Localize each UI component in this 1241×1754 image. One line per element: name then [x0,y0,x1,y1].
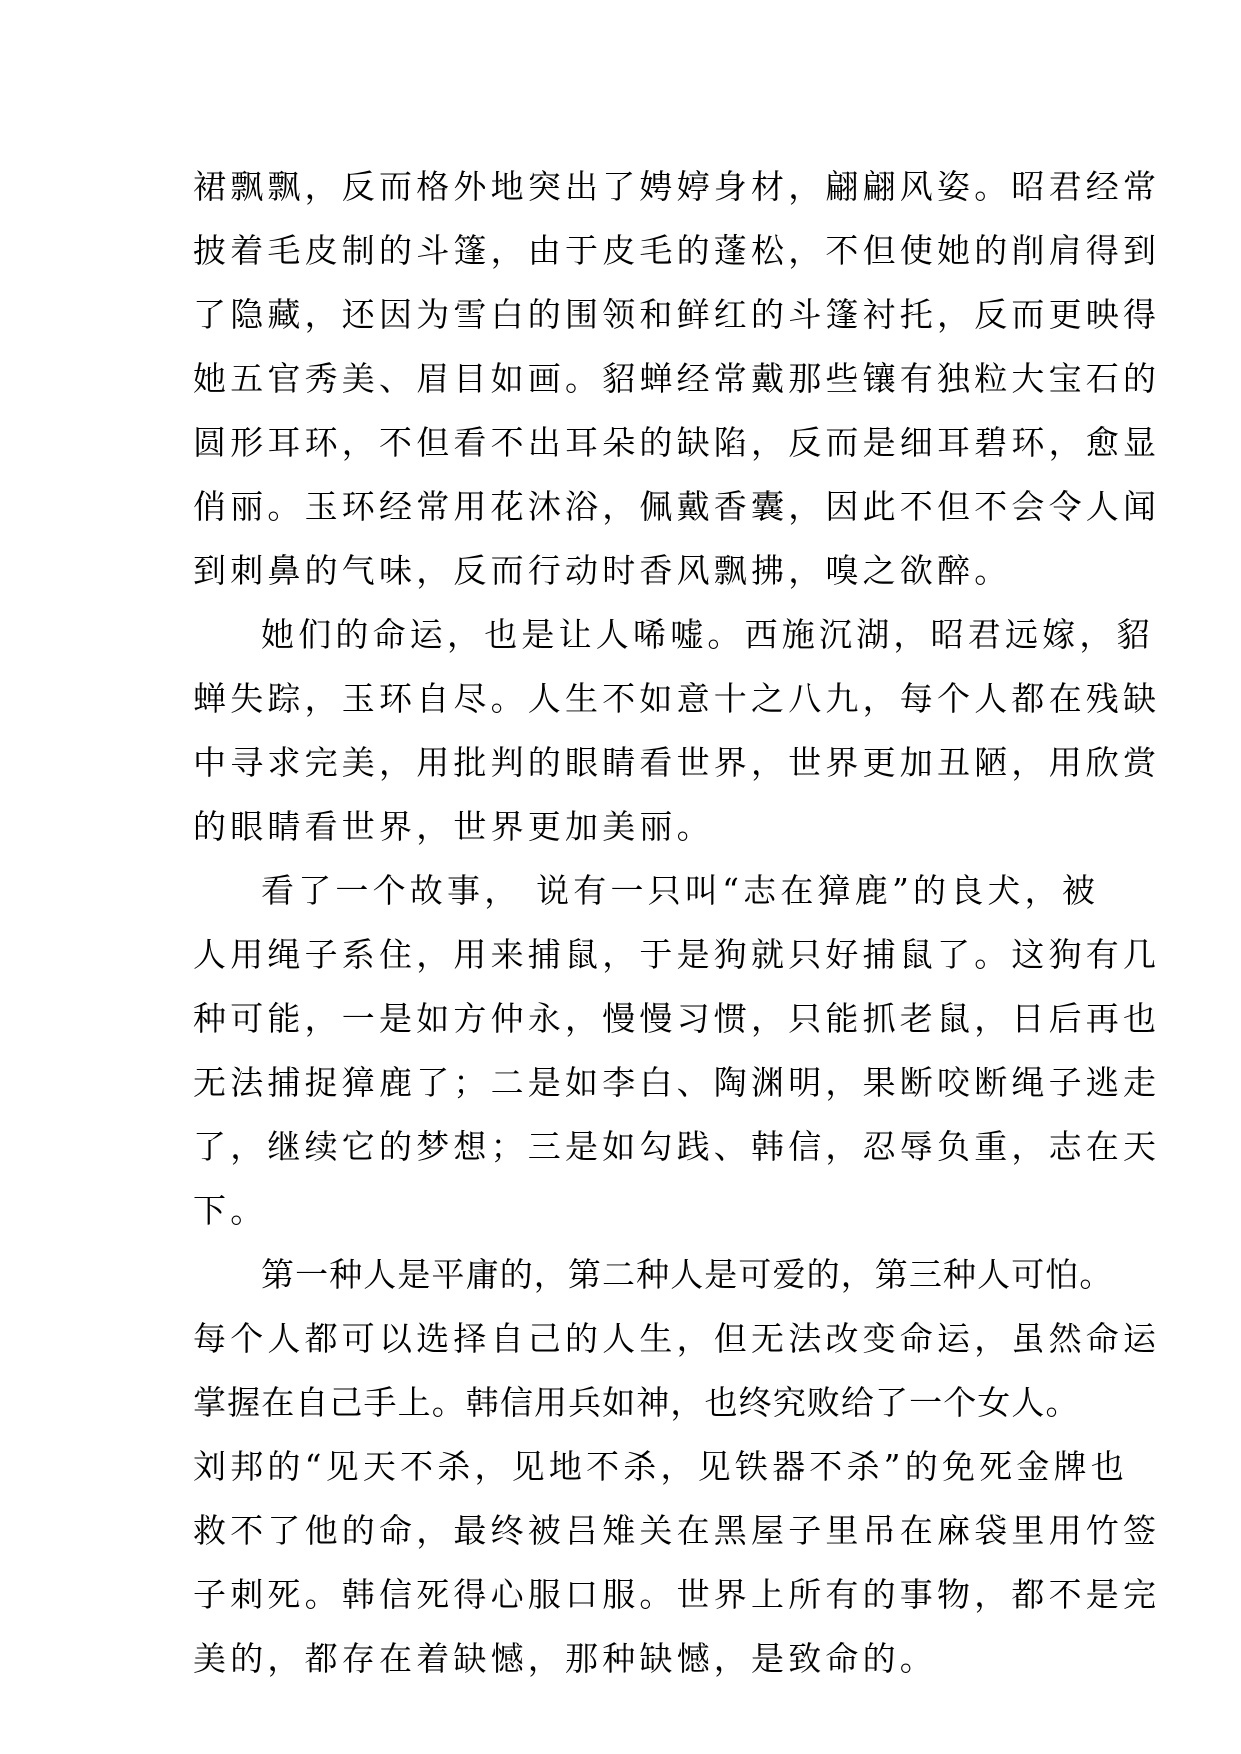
text-line: 了隐藏，还因为雪白的围领和鲜红的斗篷衬托，反而更映得 [193,295,1161,334]
text-line: 了，继续它的梦想；三是如勾践、韩信，忍辱负重，志在天 [193,1127,1161,1166]
paragraph [193,603,1161,859]
text-line: 中寻求完美，用批判的眼睛看世界，世界更加丑陋，用欣赏 [193,743,1161,782]
text-line: 俏丽。玉环经常用花沐浴，佩戴香囊，因此不但不会令人闻 [193,487,1161,526]
text-line: 掌握在自己手上。韩信用兵如神，也终究败给了一个女人。 [193,1383,1080,1422]
text-line: 人用绳子系住，用来捕鼠，于是狗就只好捕鼠了。这狗有几 [193,935,1161,974]
text-line: 每个人都可以选择自己的人生，但无法改变命运，虽然命运 [193,1319,1161,1358]
text-line: 的眼睛看世界，世界更加美丽。 [193,807,714,846]
text-line: 披着毛皮制的斗篷，由于皮毛的蓬松，不但使她的削肩得到 [193,231,1161,270]
text-line: 下。 [193,1191,268,1230]
document-body [193,155,1161,1691]
text-line: 看了一个故事， 说有一只叫“志在獐鹿”的良犬，被 [261,871,1100,910]
text-line: 她们的命运，也是让人唏嘘。西施沉湖，昭君远嫁，貂 [261,615,1154,654]
text-line: 救不了他的命，最终被吕雉关在黑屋子里吊在麻袋里用竹签 [193,1511,1161,1550]
text-line: 种可能，一是如方仲永，慢慢习惯，只能抓老鼠，日后再也 [193,999,1161,1038]
paragraph [193,1243,1161,1691]
text-line: 圆形耳环，不但看不出耳朵的缺陷，反而是细耳碧环，愈显 [193,423,1161,462]
text-line: 裙飘飘，反而格外地突出了娉婷身材，翩翩风姿。昭君经常 [193,167,1161,206]
paragraph [193,859,1161,1243]
paragraph [193,155,1161,603]
text-line: 她五官秀美、眉目如画。貂蝉经常戴那些镶有独粒大宝石的 [193,359,1161,398]
text-line: 第一种人是平庸的，第二种人是可爱的，第三种人可怕。 [261,1255,1114,1294]
text-line: 无法捕捉獐鹿了；二是如李白、陶渊明，果断咬断绳子逃走 [193,1063,1161,1102]
text-line: 蝉失踪，玉环自尽。人生不如意十之八九，每个人都在残缺 [193,679,1161,718]
text-line: 子刺死。韩信死得心服口服。世界上所有的事物，都不是完 [193,1575,1161,1614]
text-line: 到刺鼻的气味，反而行动时香风飘拂，嗅之欲醉。 [193,551,1012,590]
text-line: 美的，都存在着缺憾，那种缺憾，是致命的。 [193,1639,937,1678]
text-line: 刘邦的“见天不杀，见地不杀，见铁器不杀”的免死金牌也 [193,1447,1128,1486]
